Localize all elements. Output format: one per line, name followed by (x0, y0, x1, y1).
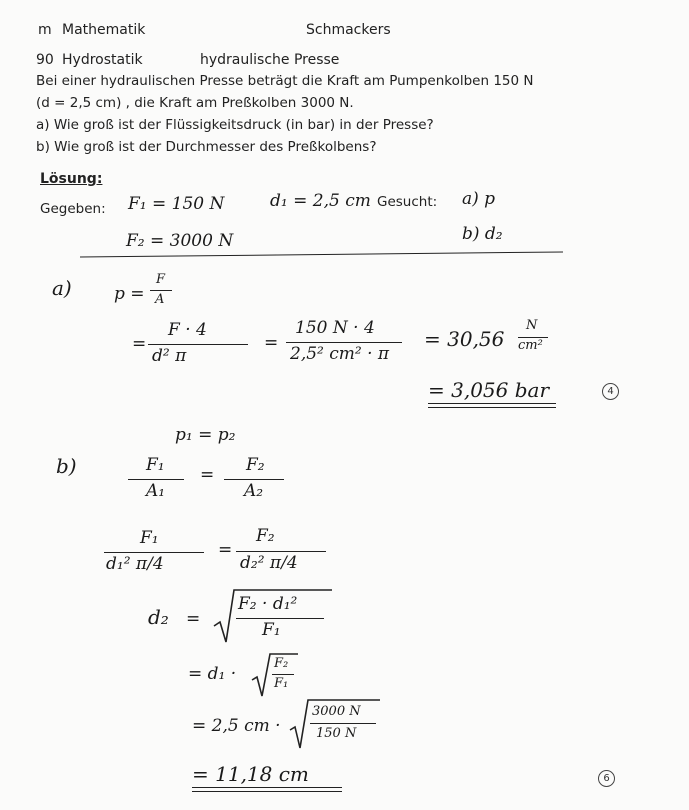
subject-prefix: m (38, 22, 52, 38)
given-divider (80, 251, 563, 257)
part-b-d2-eq: = (186, 609, 201, 629)
part-b-step2-rad-num: F₂ (274, 656, 289, 671)
part-a-score: 4 (602, 383, 619, 400)
part-b-score: 6 (598, 770, 615, 787)
part-a-step2-num: F · 4 (168, 320, 207, 340)
part-b-result-underline-1 (192, 787, 342, 788)
part-b-ratio-den1: A₁ (146, 481, 166, 501)
part-a-step1-lhs: p = (114, 284, 145, 304)
solution-heading: Lösung: (40, 171, 103, 187)
part-b-d2-rad-bar (236, 618, 324, 619)
part-a-step3-num: 150 N · 4 (295, 318, 375, 338)
part-b-ratio-bar2 (224, 479, 284, 480)
part-b-d-bar2 (236, 551, 326, 552)
part-b-step3-eq: = 2,5 cm · (192, 716, 281, 736)
part-b-ratio-num1: F₁ (146, 455, 165, 475)
part-a-step3-den: 2,5² cm² · π (290, 344, 390, 364)
part-a-step2-bar (148, 344, 248, 345)
sought-label: Gesucht: (377, 194, 438, 210)
part-b-ratio-eq: = (200, 465, 215, 485)
problem-line-2: (d = 2,5 cm) , die Kraft am Preßkolben 3000 N. (36, 95, 354, 111)
part-b-result: = 11,18 cm (192, 762, 309, 786)
part-a-step4-unit-den: cm² (518, 338, 543, 353)
given-f2: F₂ = 3000 N (126, 231, 234, 251)
part-b-d2-rad-den: F₁ (262, 620, 281, 640)
part-b-d-eq: = (218, 540, 233, 560)
part-b-step3-rad-den: 150 N (316, 726, 357, 741)
question-b: b) Wie groß ist der Durchmesser des Preßkolbens? (36, 139, 377, 155)
part-a-step2-den: d² π (152, 346, 187, 366)
part-b-d-num2: F₂ (256, 526, 275, 546)
part-b-ratio-den2: A₂ (244, 481, 264, 501)
sought-b: b) d₂ (462, 224, 503, 244)
part-a-step4-unit-num: N (526, 318, 538, 333)
part-a-step1-num: F (156, 272, 166, 287)
part-a-step1-den: A (155, 292, 165, 307)
part-a-result-underline-1 (428, 403, 556, 404)
part-b-step2-eq: = d₁ · (188, 664, 237, 684)
part-a-step3-eq: = (264, 333, 279, 353)
part-a-step4: = 30,56 (424, 327, 505, 351)
part-b-label: b) (56, 454, 77, 478)
problem-line-1: Bei einer hydraulischen Presse beträgt die Kraft am Pumpenkolben 150 N (36, 73, 534, 89)
part-a-result: = 3,056 bar (428, 378, 550, 402)
part-b-step3-rad-num: 3000 N (312, 704, 361, 719)
given-label: Gegeben: (40, 201, 106, 217)
part-b-d-den2: d₂² π/4 (240, 553, 298, 573)
part-a-label: a) (52, 276, 72, 300)
sheet-number: 90 (36, 52, 54, 68)
part-b-step2-rad-bar (272, 674, 294, 675)
part-b-ratio-bar1 (128, 479, 184, 480)
part-b-step3-rad-bar (310, 723, 376, 724)
part-b-d-bar1 (104, 552, 204, 553)
part-b-d2-rad-num: F₂ · d₁² (238, 594, 298, 614)
author: Schmackers (306, 22, 391, 38)
subtopic: hydraulische Presse (200, 52, 340, 68)
subject: Mathematik (62, 22, 146, 38)
part-b-result-underline-2 (192, 791, 342, 792)
part-a-result-underline-2 (428, 407, 556, 408)
given-f1: F₁ = 150 N (128, 194, 225, 214)
given-d1: d₁ = 2,5 cm (270, 191, 371, 211)
sought-a: a) p (462, 189, 496, 209)
part-a-step3-bar (286, 342, 402, 343)
part-b-d2-lhs: d₂ (148, 605, 169, 629)
part-b-step2-rad-den: F₁ (274, 676, 289, 691)
part-b-d-den1: d₁² π/4 (106, 554, 164, 574)
question-a: a) Wie groß ist der Flüssigkeitsdruck (in bar) in der Presse? (36, 117, 434, 133)
part-b-d-num1: F₁ (140, 528, 159, 548)
topic: Hydrostatik (62, 52, 143, 68)
part-b-pressure-eq: p₁ = p₂ (175, 425, 236, 445)
part-a-step2-eq: = (132, 334, 147, 354)
part-a-step1-bar (150, 290, 172, 291)
part-b-ratio-num2: F₂ (246, 455, 265, 475)
